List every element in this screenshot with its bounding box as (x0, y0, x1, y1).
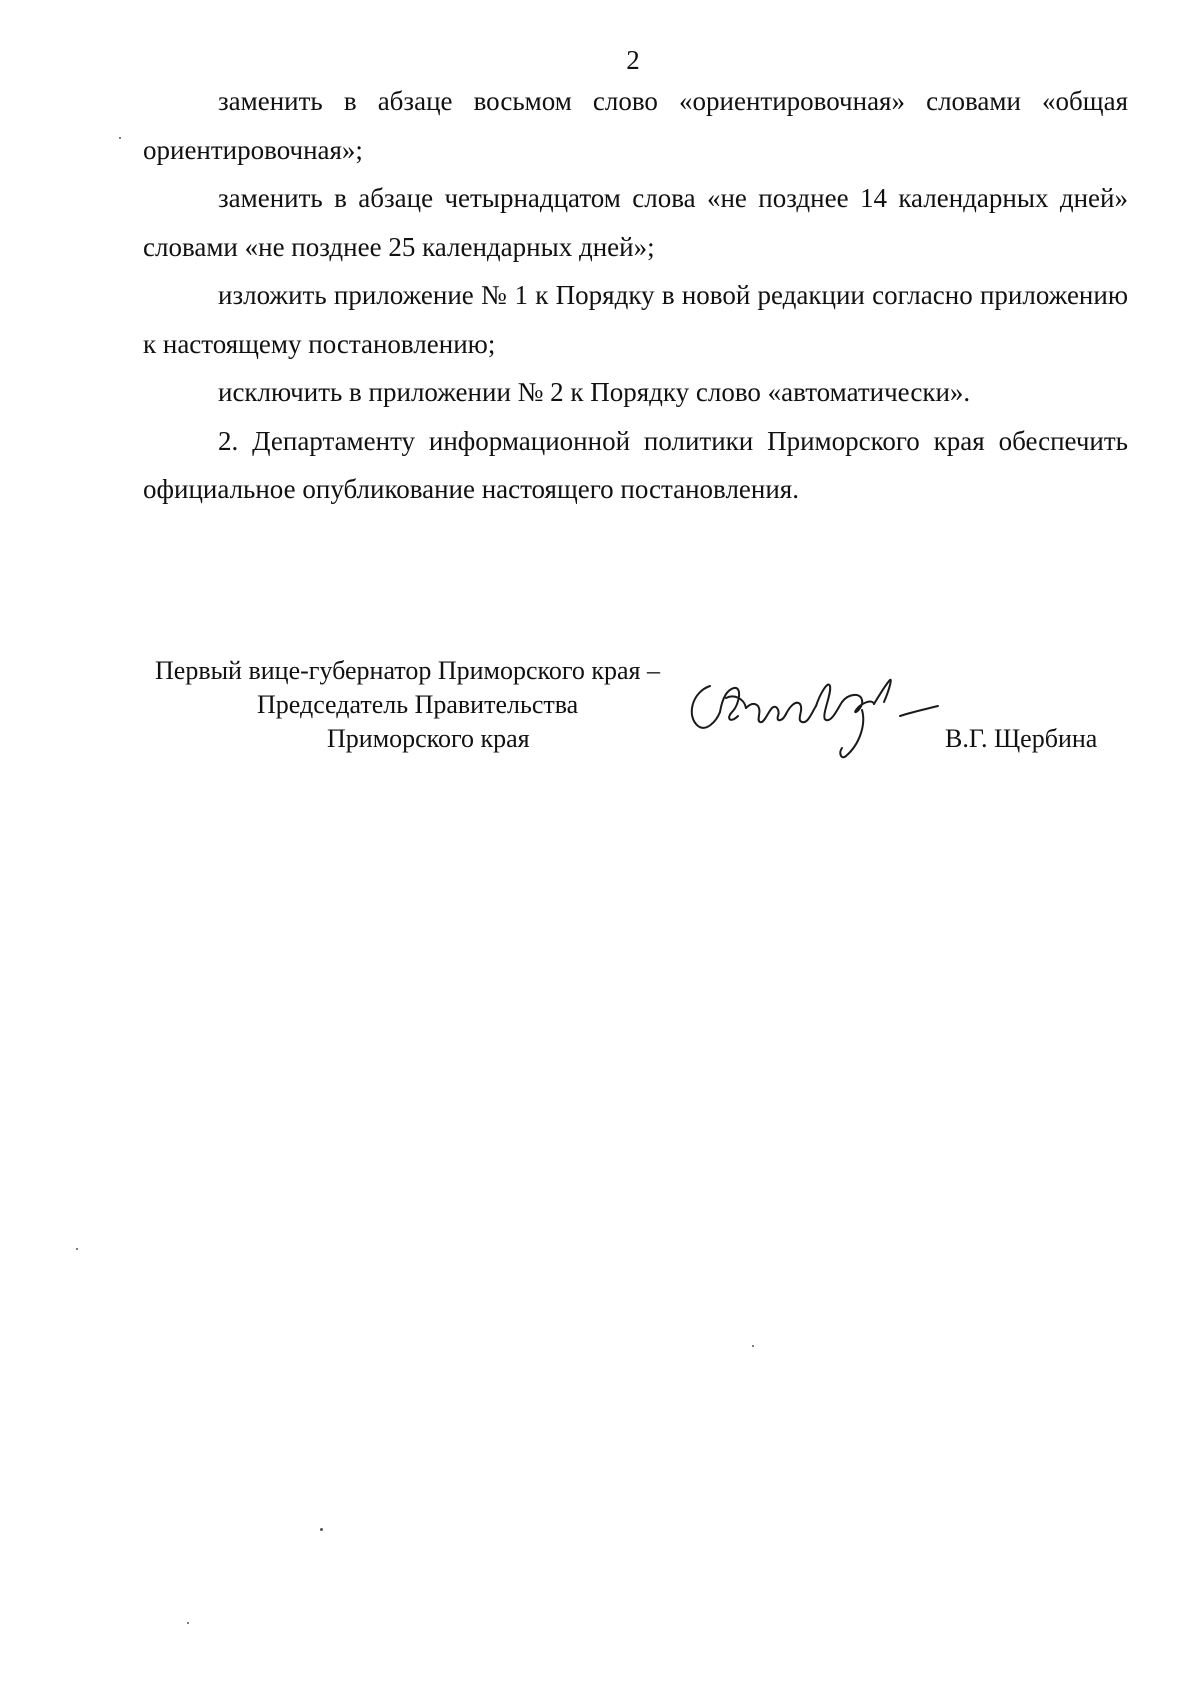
signature-block (0, 654, 1200, 774)
paragraph-amend-eighth: заменить в абзаце восьмом слово «ориентировочная» словами «общая ориентировочная»; (143, 86, 1128, 165)
signatory-position-line: Первый вице-губернатор Приморского края – (155, 656, 660, 685)
page-number: 2 (626, 45, 640, 75)
paragraph-appendix-2: исключить в приложении № 2 к Порядку слово «автоматически». (218, 377, 971, 407)
paragraph-amend-fourteenth: заменить в абзаце четырнадцатом слова «не позднее 14 календарных дней» словами «не позднее 25 календарных дней»; (143, 183, 1128, 262)
document-body (143, 77, 1128, 514)
signatory-position-line: Приморского края (327, 724, 530, 753)
scan-speck (752, 1345, 754, 1347)
signatory-position-line: Председатель Правительства (257, 690, 579, 719)
handwritten-signature (680, 664, 945, 769)
scan-speck (187, 1622, 189, 1624)
paragraph-publication: 2. Департаменту информационной политики Приморского края обеспечить официальное опубликование настоящего постановления. (143, 425, 1128, 504)
scan-speck (119, 137, 121, 139)
paragraph-appendix-1: изложить приложение № 1 к Порядку в новой редакции согласно приложению к настоящему постановлению; (143, 280, 1128, 359)
signatory-name: В.Г. Щербина (945, 724, 1098, 753)
scan-speck (320, 1528, 323, 1531)
scan-speck (76, 1248, 78, 1250)
